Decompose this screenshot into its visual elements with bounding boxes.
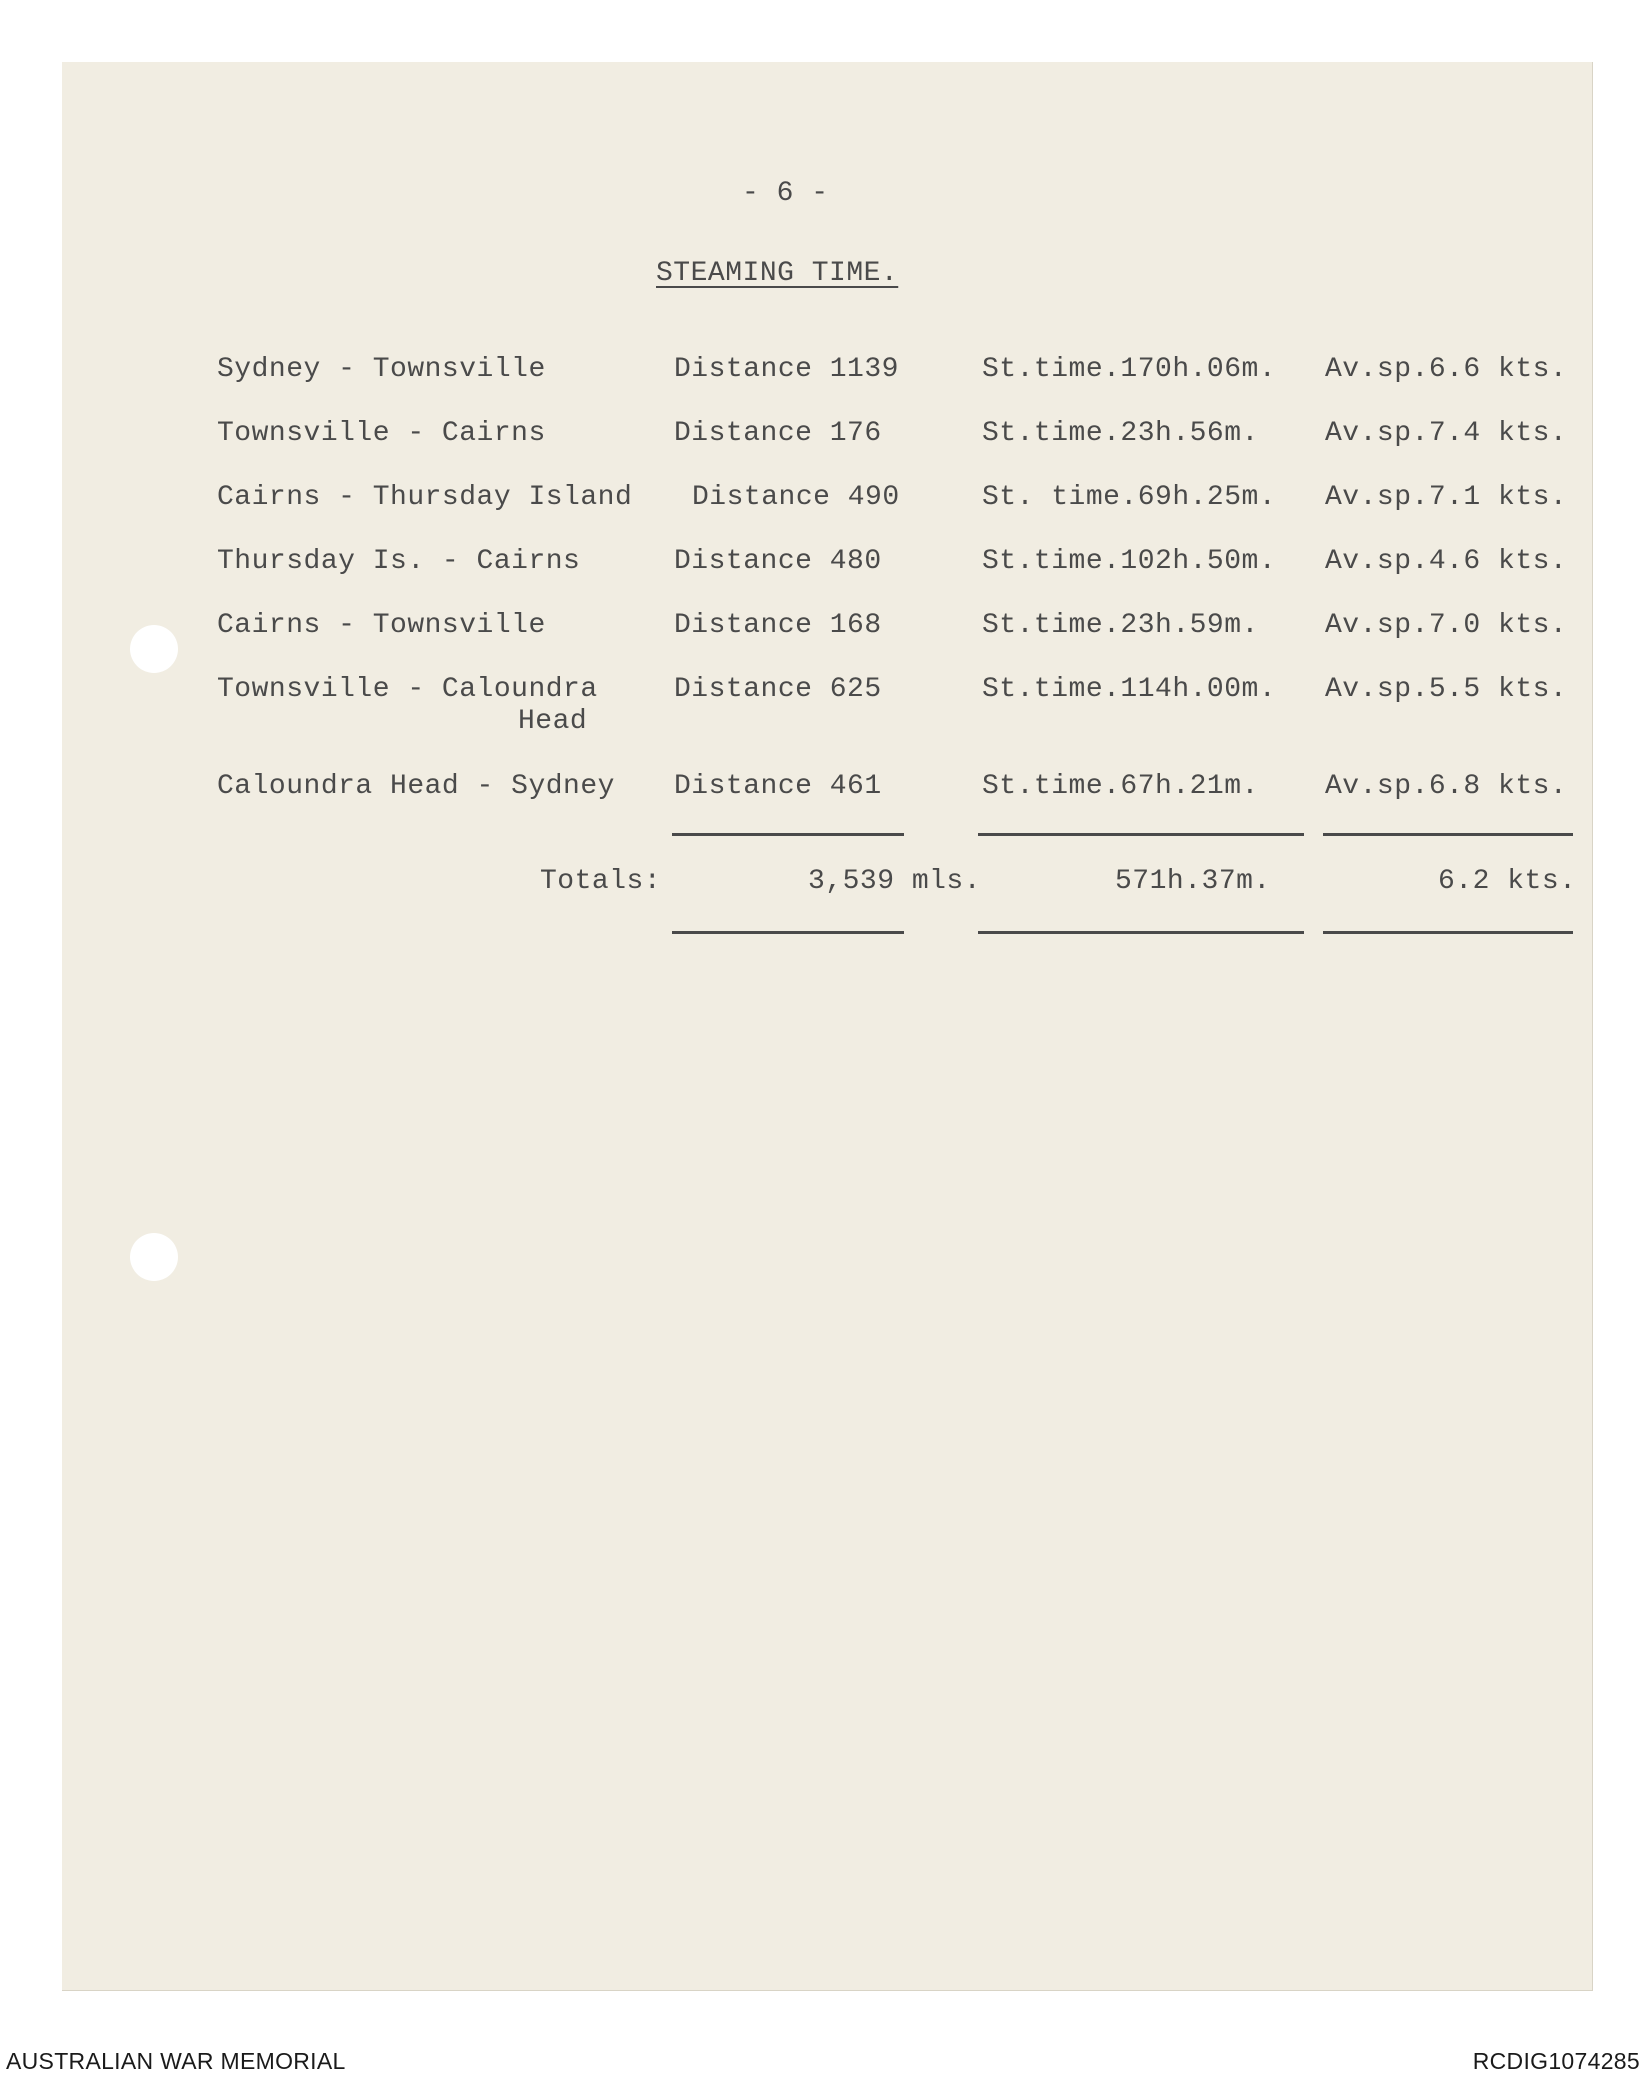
time-3: St. time.69h.25m. — [982, 482, 1277, 513]
route-1: Sydney - Townsville — [217, 354, 546, 385]
route-2: Townsville - Cairns — [217, 418, 546, 449]
speed-7: Av.sp.6.8 kts. — [1325, 771, 1568, 802]
totals-speed: 6.2 kts. — [1438, 866, 1577, 897]
speed-1: Av.sp.6.6 kts. — [1325, 354, 1568, 385]
time-4: St.time.102h.50m. — [982, 546, 1277, 577]
page-number: - 6 - — [742, 178, 829, 209]
punch-hole-top — [130, 625, 178, 673]
page-title: STEAMING TIME. — [656, 258, 899, 289]
footer-record-id: RCDIG1074285 — [1472, 2048, 1640, 2074]
speed-6: Av.sp.5.5 kts. — [1325, 674, 1568, 705]
distance-1: Distance 1139 — [674, 354, 899, 385]
route-5: Cairns - Townsville — [217, 610, 546, 641]
rule-time-upper — [978, 833, 1304, 836]
time-7: St.time.67h.21m. — [982, 771, 1259, 802]
rule-distance-upper — [672, 833, 904, 836]
time-5: St.time.23h.59m. — [982, 610, 1259, 641]
speed-3: Av.sp.7.1 kts. — [1325, 482, 1568, 513]
rule-time-lower — [978, 931, 1304, 934]
route-6-continued: Head — [518, 706, 588, 737]
rule-speed-lower — [1323, 931, 1573, 934]
distance-3: Distance 490 — [692, 482, 900, 513]
speed-4: Av.sp.4.6 kts. — [1325, 546, 1568, 577]
distance-4: Distance 480 — [674, 546, 882, 577]
route-3: Cairns - Thursday Island — [217, 482, 633, 513]
time-2: St.time.23h.56m. — [982, 418, 1259, 449]
punch-hole-bottom — [130, 1233, 178, 1281]
totals-distance: 3,539 mls. — [808, 866, 982, 897]
totals-time: 571h.37m. — [1115, 866, 1271, 897]
totals-label: Totals: — [540, 866, 662, 897]
speed-5: Av.sp.7.0 kts. — [1325, 610, 1568, 641]
distance-5: Distance 168 — [674, 610, 882, 641]
route-4: Thursday Is. - Cairns — [217, 546, 581, 577]
time-6: St.time.114h.00m. — [982, 674, 1277, 705]
paper-sheet — [62, 62, 1593, 1991]
rule-speed-upper — [1323, 833, 1573, 836]
route-7: Caloundra Head - Sydney — [217, 771, 615, 802]
distance-7: Distance 461 — [674, 771, 882, 802]
distance-2: Distance 176 — [674, 418, 882, 449]
time-1: St.time.170h.06m. — [982, 354, 1277, 385]
speed-2: Av.sp.7.4 kts. — [1325, 418, 1568, 449]
route-6: Townsville - Caloundra — [217, 674, 598, 705]
rule-distance-lower — [672, 931, 904, 934]
footer-institution: AUSTRALIAN WAR MEMORIAL — [6, 2048, 346, 2074]
distance-6: Distance 625 — [674, 674, 882, 705]
